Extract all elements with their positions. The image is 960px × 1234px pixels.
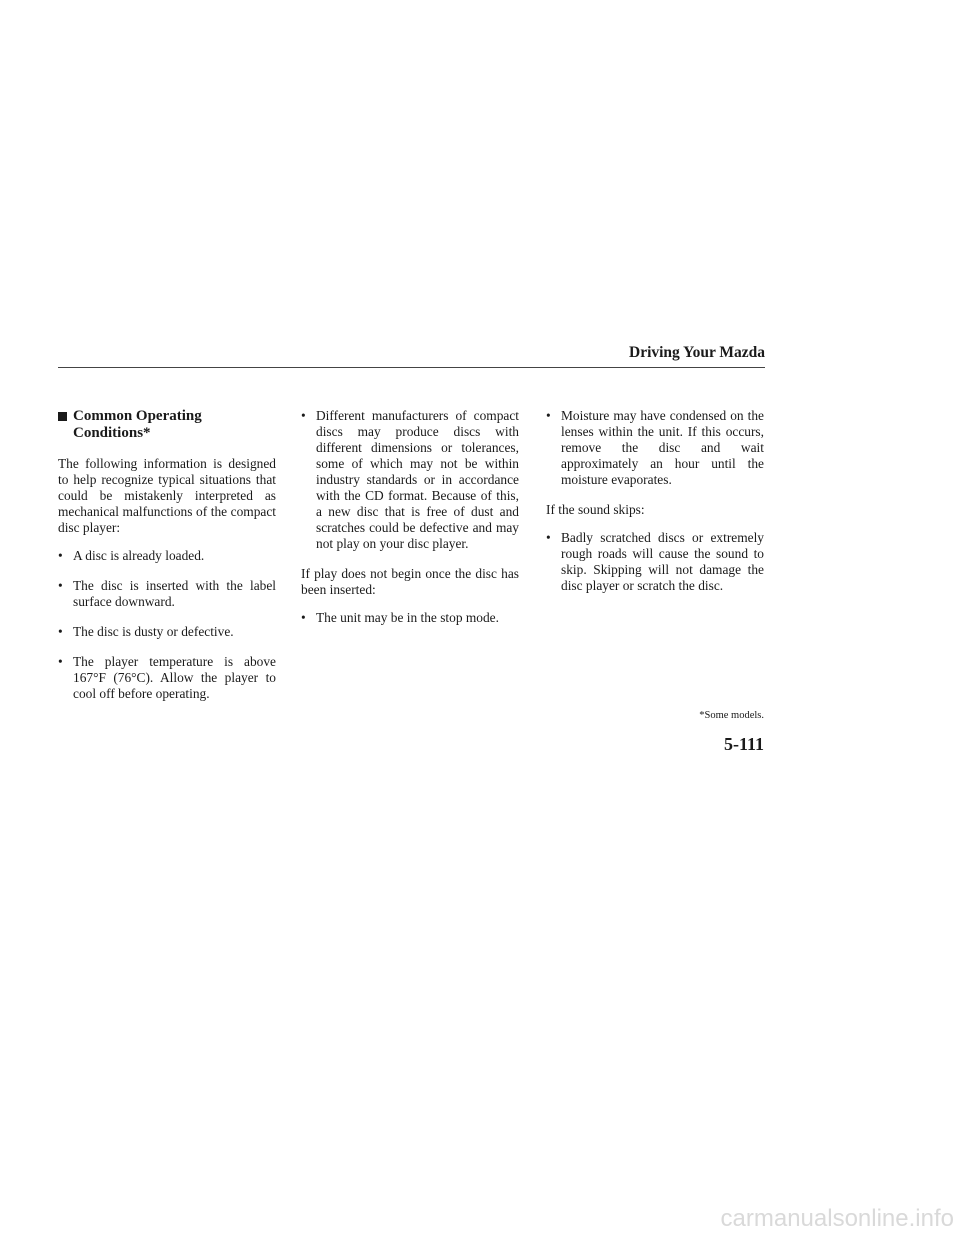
list-item: • The player temperature is above 167°F (76°C). Allow the player to cool off before operating. [58,654,276,702]
footnote: *Some models. [699,710,764,721]
conditions-list [58,548,276,702]
header-rule [58,367,765,368]
section-heading [58,408,276,442]
section-heading-text: Common Operating Conditions* [73,408,202,441]
intro-paragraph: The following information is designed to help recognize typical situations that could be mistakenly interpreted as mechanical malfunctions of the compact disc player: [58,456,276,535]
column-3 [546,408,764,608]
play-condition-paragraph: If play does not begin once the disc has been inserted: [301,566,519,597]
list-item: • A disc is already loaded. [58,548,276,564]
list-item: • Moisture may have condensed on the lenses within the unit. If this occurs, remove the disc and wait approximately an hour until the moisture evaporates. [546,408,764,488]
watermark: carmanualsonline.info [720,1205,954,1232]
list-item: • Different manufacturers of compact discs may produce discs with different dimensions or tolerances, some of which may not be within industry standards or in accordance with the CD format. Because of this, a new disc that is free of dust and scratches could be defective and may not play on your disc player. [301,408,519,552]
list-item: • The disc is inserted with the label surface downward. [58,578,276,610]
list-item: • The disc is dusty or defective. [58,624,276,640]
manufacturers-list [301,408,519,552]
page-number: 5-111 [723,734,764,754]
sound-skip-paragraph: If the sound skips: [546,502,645,517]
column-2 [301,408,519,640]
square-bullet-icon [58,412,67,421]
list-item: • The unit may be in the stop mode. [301,610,519,626]
play-list [301,610,519,626]
skip-list [546,530,764,594]
list-item: • Badly scratched discs or extremely rough roads will cause the sound to skip. Skipping will not damage the disc player or scratch the disc. [546,530,764,594]
moisture-list [546,408,764,488]
column-1 [58,408,276,716]
section-title: Driving Your Mazda [629,344,766,361]
